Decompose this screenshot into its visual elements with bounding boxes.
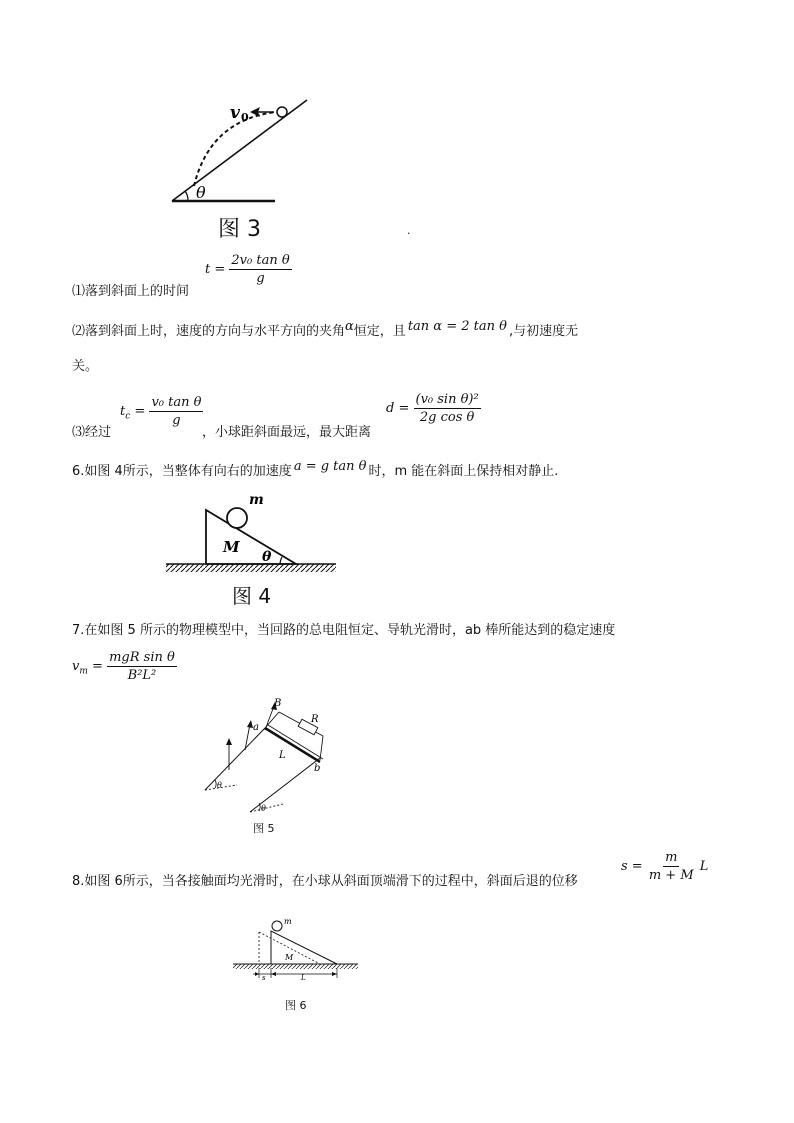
item-8-text: 8.如图 6所示，当各接触面均光滑时，在小球从斜面顶端滑下的过程中，斜面后退的位移 xyxy=(72,874,578,889)
item-2-alpha: α xyxy=(345,319,354,334)
figure-6-caption: 图 6 xyxy=(285,999,307,1012)
item-8-fraction: $\frac{m}{m + M}$ xyxy=(648,850,694,883)
item-3-time-formula: $t_c$ = $\frac{\text{v₀ tan θ}}{g}$ xyxy=(120,395,202,428)
item-3-distance-fraction: $\frac{\text{(v₀ sin θ)²}}{\text{2g cos θ}}$ xyxy=(415,392,479,425)
figure-5-caption: 图 5 xyxy=(253,822,275,835)
figure-5-a-label: a xyxy=(253,722,259,733)
item-2-line: ⑵落到斜面上时，速度的方向与水平方向的夹角α恒定，且 tan α = 2 tan θ ,与初速度无 xyxy=(72,319,579,339)
figure-6-s-label: s xyxy=(262,974,266,982)
figure-5-L-label: L xyxy=(279,750,286,761)
item-3-distance-formula: d = $\frac{\text{(v₀ sin θ)²}}{\text{2g cos θ}}$ xyxy=(386,392,479,425)
item-7-formula: $v_m$ = $\frac{\text{mgR sin θ}}{\text{B²L²}}$ xyxy=(72,650,175,683)
figure-5-b-label: b xyxy=(314,763,321,774)
item-1-label: ⑴落到斜面上的时间 xyxy=(72,284,190,299)
figure-6-m-label: m xyxy=(284,917,292,926)
figure-3-theta-label: θ xyxy=(196,183,206,202)
figure-6-L-label: L xyxy=(301,974,306,982)
figure-3-diagram xyxy=(160,90,320,205)
item-2-line2: 关。 xyxy=(72,359,99,374)
figure-5-theta-label: θ xyxy=(217,781,222,790)
figure-5-theta-label-2: θ xyxy=(261,804,266,813)
item-3-time-fraction: $\frac{\text{v₀ tan θ}}{g}$ xyxy=(151,395,202,428)
figure-3-caption: 图 3 xyxy=(218,217,261,242)
item-7-text: 7.在如图 5 所示的物理模型中，当回路的总电阻恒定、导轨光滑时，ab 棒所能达到的稳定速度 xyxy=(72,623,616,638)
item-2-formula: tan α = 2 tan θ xyxy=(407,319,507,334)
figure-5-R-label: R xyxy=(311,714,319,725)
figure-5-diagram xyxy=(195,692,345,817)
figure-4-M-label: M xyxy=(223,538,240,556)
item-1-formula: t = $\frac{\text{2v₀ tan θ}}{g}$ xyxy=(205,253,290,286)
figure-4-diagram xyxy=(160,488,342,578)
figure-4-theta-label: θ xyxy=(262,549,272,565)
figure-4-caption: 图 4 xyxy=(232,584,272,608)
item-1-fraction: $\frac{\text{2v₀ tan θ}}{g}$ xyxy=(231,253,290,286)
figure-3-v0-subscript: 0 xyxy=(241,111,249,124)
figure-6-diagram xyxy=(225,912,365,982)
item-6-formula: a = g tan θ xyxy=(293,459,367,474)
figure-3-v0-label: v xyxy=(230,103,240,123)
stray-dot: . xyxy=(407,224,411,237)
item-6-line: 6.如图 4所示，当整体有向右的加速度 a = g tan θ 时，m 能在斜面上保持相对静止. xyxy=(72,459,559,479)
item-8-formula: s = $\frac{m}{m + M}$ L xyxy=(621,850,709,883)
figure-4-m-label: m xyxy=(249,492,264,508)
item-3-middle: ，小球距斜面最远，最大距离 xyxy=(202,425,372,440)
item-3-prefix: ⑶经过 xyxy=(72,425,112,440)
figure-5-B-label: B xyxy=(274,698,282,709)
item-7-fraction: $\frac{\text{mgR sin θ}}{\text{B²L²}}$ xyxy=(109,650,175,683)
figure-6-M-label: M xyxy=(285,953,294,962)
